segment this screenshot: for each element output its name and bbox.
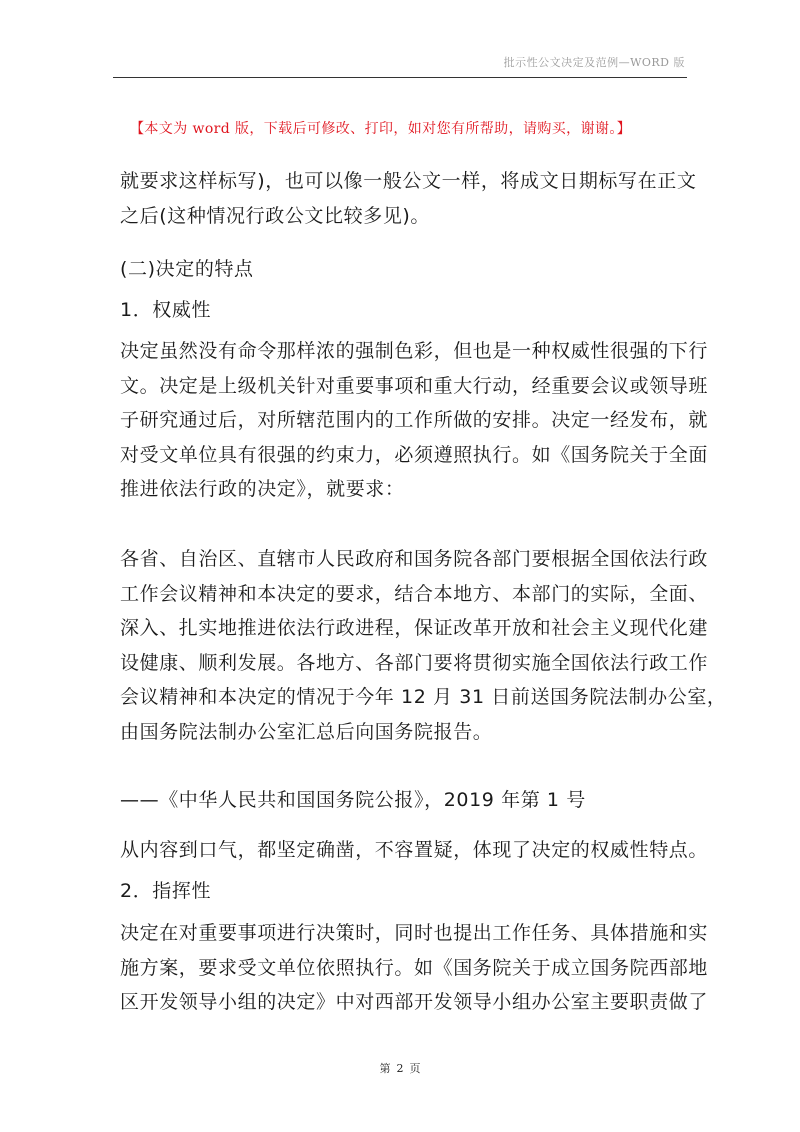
text-line: 由国务院法制办公室汇总后向国务院报告。 [120, 720, 493, 743]
text-line: 文。决定是上级机关针对重要事项和重大行动，经重要会议或领导班 [120, 374, 709, 397]
text-line: 深入、扎实地推进依法行政进程，保证改革开放和社会主义现代化建 [120, 617, 709, 639]
paragraph-5 [120, 916, 709, 1020]
paragraph-1 [120, 164, 697, 233]
text-line: 决定虽然没有命令那样浓的强制色彩，但也是一种权威性很强的下行 [120, 340, 709, 362]
page-number: 第 2 页 [379, 1062, 421, 1075]
section-heading: (二)决定的特点 [120, 258, 254, 280]
subheading-authority: 1．权威性 [120, 299, 212, 321]
text-line: 会议精神和本决定的情况于今年 12 月 31 日前送国务院法制办公室， [120, 686, 727, 708]
text-line: 设健康、顺利发展。各地方、各部门要将贯彻实施全国依法行政工作 [120, 651, 709, 674]
text-line: 推进依法行政的决定》，就要求： [120, 478, 405, 500]
text-line: 就要求这样标写)，也可以像一般公文一样，将成文日期标写在正文 [120, 170, 697, 192]
paragraph-4: 从内容到口气，都坚定确凿，不容置疑，体现了决定的权威性特点。 [120, 839, 709, 861]
text-line: 对受文单位具有很强的约束力，必须遵照执行。如《国务院关于全面 [120, 443, 709, 466]
text-line: 施方案，要求受文单位依照执行。如《国务院关于成立国务院西部地 [120, 956, 709, 979]
paragraph-2 [120, 334, 709, 507]
purchase-notice: 【本文为 word 版，下载后可修改、打印，如对您有所帮助，请购买，谢谢。】 [130, 121, 632, 137]
header-divider [113, 77, 687, 78]
text-line: 区开发领导小组的决定》中对西部开发领导小组办公室主要职责做了 [120, 991, 709, 1013]
text-line: 之后(这种情况行政公文比较多见)。 [120, 204, 431, 227]
source-citation: ——《中华人民共和国国务院公报》，2019 年第 1 号 [120, 789, 586, 811]
subheading-command: 2．指挥性 [120, 880, 212, 902]
text-line: 工作会议精神和本决定的要求，结合本地方、本部门的实际，全面、 [120, 582, 709, 605]
text-line: 决定在对重要事项进行决策时，同时也提出工作任务、具体措施和实 [120, 922, 709, 944]
running-header: 批示性公文决定及范例—WORD 版 [503, 56, 685, 69]
text-line: 子研究通过后，对所辖范围内的工作所做的安排。决定一经发布，就 [120, 409, 709, 431]
text-line: 各省、自治区、直辖市人民政府和国务院各部门要根据全国依法行政 [120, 548, 709, 570]
quoted-paragraph [120, 542, 727, 749]
